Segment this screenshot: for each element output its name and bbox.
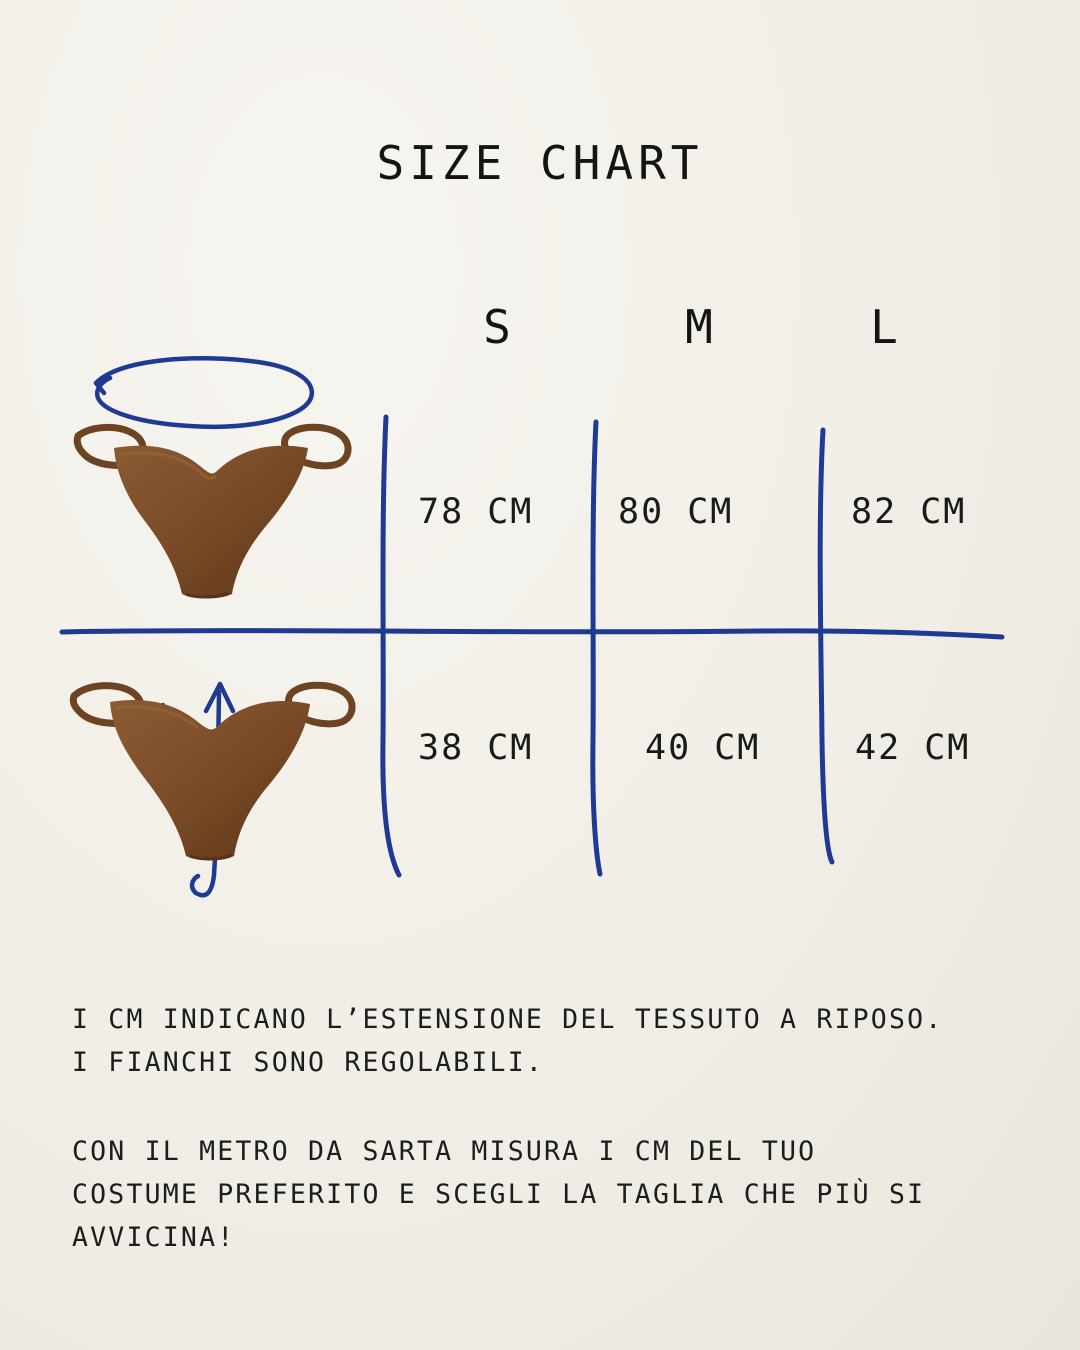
column-header-s: S: [483, 300, 513, 354]
cell-waist-l: 82 CM: [851, 492, 967, 532]
cell-hips-m: 40 CM: [645, 728, 761, 768]
grid-row-divider: [62, 631, 1002, 637]
cell-waist-m: 80 CM: [618, 492, 734, 532]
note-line: COSTUME PREFERITO E SCEGLI LA TAGLIA CHE PIÙ SI: [72, 1179, 926, 1210]
page-title: SIZE CHART: [376, 136, 704, 190]
cell-waist-s: 78 CM: [418, 492, 534, 532]
column-header-l: L: [870, 300, 900, 354]
note-block-measurements: [72, 998, 1032, 1084]
note-line: I FIANCHI SONO REGOLABILI.: [72, 1047, 545, 1078]
cell-hips-s: 38 CM: [418, 728, 534, 768]
grid-col-line-1: [383, 417, 399, 875]
grid-col-line-3: [820, 430, 832, 862]
bikini-bottom-front-icon: [60, 404, 360, 628]
grid-col-line-2: [593, 422, 600, 874]
cell-hips-l: 42 CM: [855, 728, 971, 768]
note-line: AVVICINA!: [72, 1222, 236, 1253]
column-header-m: M: [685, 300, 715, 354]
note-block-instructions: [72, 1130, 1032, 1259]
note-line: I CM INDICANO L’ESTENSIONE DEL TESSUTO A RIPOSO.: [72, 1004, 944, 1035]
note-line: CON IL METRO DA SARTA MISURA I CM DEL TUO: [72, 1136, 817, 1167]
bikini-bottom-back-icon: [60, 660, 360, 884]
